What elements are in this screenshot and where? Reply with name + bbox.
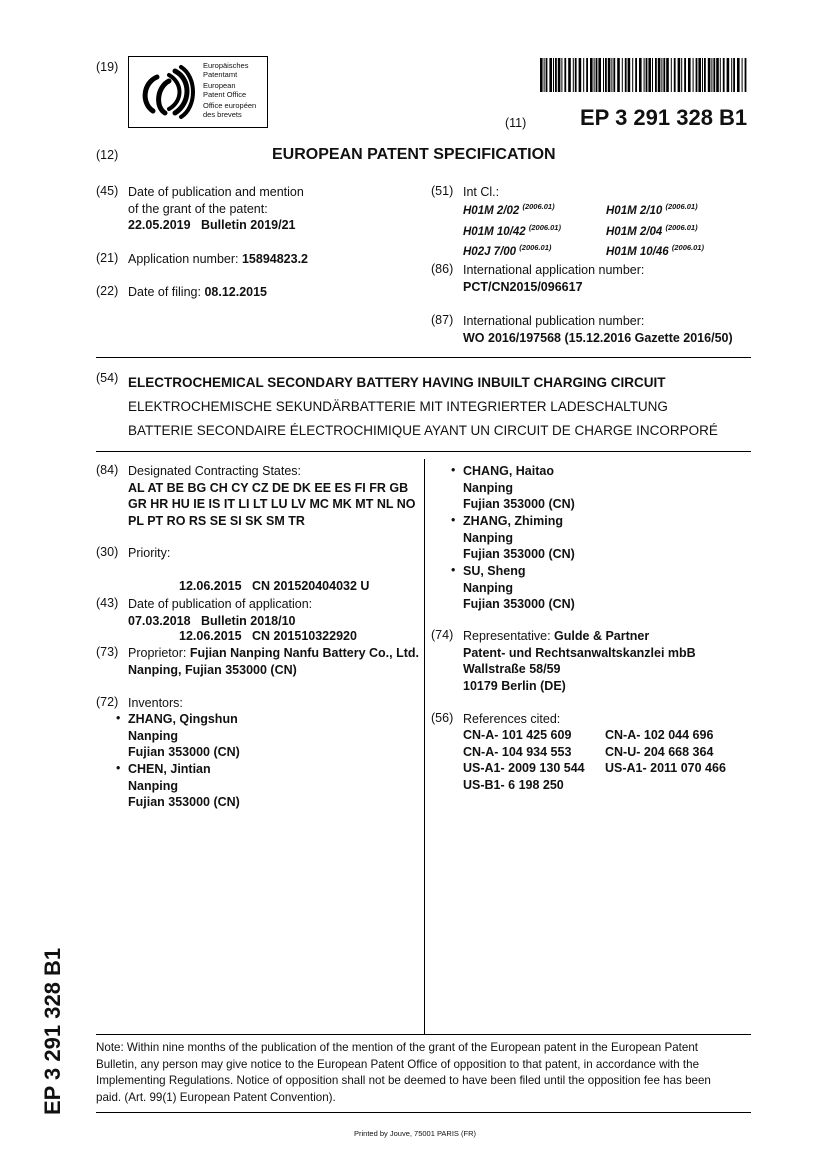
- inid-code-21: (21): [96, 251, 119, 265]
- inid-code-22: (22): [96, 284, 119, 298]
- reference: CN-U- 204 668 364: [605, 744, 714, 759]
- bullet: •: [116, 761, 121, 775]
- office-names: [203, 62, 256, 120]
- barcode-bar: [704, 58, 706, 92]
- barcode-bar: [688, 58, 691, 92]
- barcode-bar: [727, 58, 730, 92]
- grant-label-1: Date of publication and mention: [128, 185, 304, 199]
- document-type: EUROPEAN PATENT SPECIFICATION: [272, 146, 556, 163]
- ipc-class: H02J 7/00: [463, 246, 517, 258]
- bullet: •: [451, 563, 456, 577]
- barcode-bar: [573, 58, 574, 92]
- intl-publication-number: WO 2016/197568 (15.12.2016 Gazette 2016/50): [463, 330, 733, 345]
- barcode-bar: [598, 58, 601, 92]
- bullet: •: [451, 463, 456, 477]
- inventor: [463, 563, 575, 613]
- inid-code-11: (11): [505, 116, 527, 130]
- barcode-bar: [544, 58, 545, 92]
- reference: CN-A- 101 425 609: [463, 728, 572, 742]
- ipc-class: H01M 2/02: [463, 205, 520, 217]
- barcode-bar: [708, 58, 711, 92]
- inventor-name: CHANG, Haitao: [463, 464, 554, 478]
- filing-date: 08.12.2015: [204, 285, 268, 299]
- application-number: 15894823.2: [241, 252, 309, 266]
- barcode-bar: [684, 58, 686, 92]
- barcode-bar: [635, 58, 637, 92]
- inventor-name: CHEN, Jintian: [128, 762, 211, 776]
- ipc-version: (2006.01): [528, 222, 561, 232]
- barcode-bar: [696, 58, 698, 92]
- inid-code-74: (74): [431, 628, 454, 642]
- barcode-bar: [586, 58, 588, 92]
- inid-code-51: (51): [431, 184, 454, 198]
- priority-entry: 12.06.2015 CN 201520404032 U: [179, 579, 370, 593]
- filing-date-label: Date of filing:: [128, 285, 201, 299]
- ipc-version: (2006.01): [671, 243, 704, 252]
- intl-publication-field: [463, 313, 733, 346]
- application-number-label: Application number:: [128, 252, 239, 266]
- intl-publication-label: International publication number:: [463, 314, 645, 328]
- barcode-bar: [713, 58, 715, 92]
- barcode-bar: [583, 58, 584, 92]
- representative-street: Wallstraße 58/59: [463, 662, 561, 676]
- barcode-bar: [546, 58, 548, 92]
- inventor-address: Fujian 353000 (CN): [128, 795, 240, 809]
- representative-field: [463, 628, 696, 694]
- ipc-version: (2006.01): [522, 202, 555, 211]
- bullet: •: [116, 711, 121, 725]
- designated-states-line: PL PT RO RS SE SI SK SM TR: [128, 513, 305, 528]
- int-cl-label: Int Cl.:: [463, 185, 500, 199]
- proprietor-name: Fujian Nanping Nanfu Battery Co., Ltd.: [189, 646, 420, 660]
- inventor-name: SU, Sheng: [463, 564, 526, 578]
- barcode-bar: [745, 58, 747, 92]
- inventor-city: Nanping: [463, 480, 513, 495]
- printer-footer: Printed by Jouve, 75001 PARIS (FR): [354, 1129, 476, 1138]
- barcode-bar: [549, 58, 552, 92]
- int-cl-classes-col2: [606, 199, 704, 261]
- representative-label: Representative:: [463, 629, 551, 643]
- ipc-class: H01M 10/46: [606, 246, 669, 258]
- barcode-bar: [639, 58, 642, 92]
- inid-code-72: (72): [96, 695, 119, 709]
- priority-entry: 12.06.2015 CN 201510322920: [179, 628, 357, 643]
- barcode-bar: [622, 58, 623, 92]
- epo-emblem-icon: [135, 63, 195, 121]
- title-en: ELECTROCHEMICAL SECONDARY BATTERY HAVING INBUILT CHARGING CIRCUIT: [128, 375, 666, 390]
- priority-label: Priority:: [128, 546, 171, 560]
- barcode-bar: [594, 58, 595, 92]
- title-block: [128, 371, 718, 443]
- office-name-fr-2: des brevets: [203, 109, 242, 119]
- representative-city: 10179 Berlin (DE): [463, 678, 566, 693]
- ipc-version: (2006.01): [665, 202, 698, 211]
- barcode-bar: [632, 58, 633, 92]
- divider: [96, 1034, 751, 1035]
- reference: US-A1- 2011 070 466: [605, 761, 726, 775]
- barcode-bar: [658, 58, 661, 92]
- office-name-de-1: Europäisches: [203, 61, 249, 70]
- barcode-bar: [733, 58, 735, 92]
- column-divider: [424, 459, 425, 1034]
- divider: [96, 1112, 751, 1113]
- barcode-bar: [742, 58, 743, 92]
- references-label: References cited:: [463, 712, 561, 726]
- application-publication-date: 07.03.2018 Bulletin 2018/10: [128, 613, 296, 628]
- barcode-bar: [608, 58, 611, 92]
- ipc-version: (2006.01): [519, 243, 552, 252]
- barcode-bar: [590, 58, 593, 92]
- office-name-en-1: European: [203, 81, 236, 91]
- barcode-bar: [555, 58, 557, 92]
- application-publication-field: [128, 596, 312, 629]
- references-col2: [605, 727, 726, 777]
- bullet: •: [451, 513, 456, 527]
- barcode-bar: [693, 58, 694, 92]
- side-publication-number: EP 3 291 328 B1: [40, 947, 65, 1115]
- inventor-name: ZHANG, Zhiming: [463, 514, 563, 528]
- ipc-class: H01M 2/10: [606, 205, 663, 217]
- barcode-bar: [617, 58, 620, 92]
- note-line: paid. (Art. 99(1) European Patent Convention).: [96, 1090, 336, 1104]
- barcode-bar: [663, 58, 665, 92]
- barcode-bar: [723, 58, 725, 92]
- inventor-city: Nanping: [128, 778, 178, 793]
- inventor: [463, 513, 575, 563]
- office-name-de-2: Patentamt: [203, 69, 238, 79]
- barcode-bar: [678, 58, 681, 92]
- proprietor-address: Nanping, Fujian 353000 (CN): [128, 662, 297, 677]
- inid-code-86: (86): [431, 262, 454, 276]
- inventor-city: Nanping: [463, 530, 513, 545]
- inid-code-30: (30): [96, 545, 119, 559]
- inventor-address: Fujian 353000 (CN): [463, 597, 575, 611]
- int-cl-classes: [463, 199, 561, 261]
- proprietor-label: Proprietor:: [128, 646, 187, 660]
- barcode-bar: [628, 58, 631, 92]
- barcode-bar: [711, 58, 712, 92]
- inventor-city: Nanping: [128, 728, 178, 743]
- barcode-bar: [720, 58, 721, 92]
- barcode-bar: [698, 58, 701, 92]
- barcode-bar: [611, 58, 612, 92]
- barcode-bar: [648, 58, 651, 92]
- barcode-bar: [681, 58, 682, 92]
- barcode-bar: [737, 58, 740, 92]
- reference: CN-A- 102 044 696: [605, 728, 714, 742]
- inid-code-56: (56): [431, 711, 454, 725]
- proprietor-field: [128, 645, 419, 678]
- designated-states-line: AL AT BE BG CH CY CZ DE DK EE ES FI FR GB: [128, 480, 409, 495]
- barcode-bar: [716, 58, 719, 92]
- designated-states-line: GR HR HU IE IS IT LI LT LU LV MC MK MT NL NO: [128, 497, 416, 511]
- intl-application-number: PCT/CN2015/096617: [463, 279, 583, 294]
- inventor: [463, 463, 575, 513]
- inventor: [128, 711, 240, 761]
- barcode-bar: [646, 58, 648, 92]
- opposition-note: [96, 1040, 711, 1106]
- barcode-bar: [558, 58, 561, 92]
- barcode: [540, 58, 750, 92]
- barcode-bar: [655, 58, 657, 92]
- divider: [96, 451, 751, 452]
- reference: US-A1- 2009 130 544: [463, 761, 585, 775]
- barcode-bar: [561, 58, 562, 92]
- ipc-version: (2006.01): [665, 222, 698, 232]
- publication-number: EP 3 291 328 B1: [580, 105, 748, 130]
- barcode-bar: [674, 58, 676, 92]
- ipc-class: H01M 2/04: [606, 225, 663, 238]
- inid-code-19: (19): [96, 60, 119, 74]
- barcode-bar: [666, 58, 669, 92]
- office-name-en-2: Patent Office: [203, 89, 247, 99]
- inid-code-73: (73): [96, 645, 119, 659]
- divider: [96, 357, 751, 358]
- barcode-bar: [564, 58, 566, 92]
- title-de: ELEKTROCHEMISCHE SEKUNDÄRBATTERIE MIT INTEGRIERTER LADESCHALTUNG: [128, 399, 668, 414]
- ipc-class: H01M 10/42: [463, 225, 526, 238]
- inventor-address: Fujian 353000 (CN): [128, 745, 240, 759]
- inid-code-45: (45): [96, 184, 119, 198]
- barcode-bar: [603, 58, 604, 92]
- representative-name: Gulde & Partner: [554, 629, 650, 643]
- grant-publication-field: [128, 184, 304, 234]
- application-number-field: [128, 251, 308, 268]
- inid-code-84: (84): [96, 463, 119, 477]
- filing-date-field: [128, 284, 267, 301]
- inid-code-12: (12): [96, 148, 119, 162]
- barcode-bar: [605, 58, 607, 92]
- barcode-bar: [596, 58, 598, 92]
- reference: CN-A- 104 934 553: [463, 744, 572, 759]
- barcode-bar: [579, 58, 582, 92]
- intl-application-field: [463, 262, 644, 295]
- title-fr: BATTERIE SECONDAIRE ÉLECTROCHIMIQUE AYANT UN CIRCUIT DE CHARGE INCORPORÉ: [128, 423, 718, 438]
- inventor-city: Nanping: [463, 580, 513, 595]
- inid-code-54: (54): [96, 371, 119, 385]
- note-line: Implementing Regulations. Notice of opposition shall not be deemed to have been filed until the opposition fee has been: [96, 1074, 711, 1087]
- barcode-bar: [652, 58, 653, 92]
- inid-code-87: (87): [431, 313, 454, 327]
- application-publication-label: Date of publication of application:: [128, 597, 313, 611]
- inventors-label: Inventors:: [128, 696, 183, 710]
- inid-code-43: (43): [96, 596, 119, 610]
- references-col1: [463, 727, 585, 793]
- note-line: Bulletin, any person may give notice to the European Patent Office of opposition to that patent, in accordance with the: [96, 1057, 700, 1071]
- inventor: [128, 761, 240, 811]
- barcode-bar: [568, 58, 571, 92]
- grant-label-2: of the grant of the patent:: [128, 201, 268, 216]
- note-line: Note: Within nine months of the publication of the mention of the grant of the European patent in the European Patent: [96, 1041, 698, 1054]
- inventor-address: Fujian 353000 (CN): [463, 547, 575, 561]
- barcode-bar: [671, 58, 672, 92]
- office-name-fr-1: Office européen: [203, 101, 257, 111]
- intl-application-label: International application number:: [463, 263, 645, 277]
- barcode-bar: [661, 58, 662, 92]
- barcode-bar: [540, 58, 543, 92]
- grant-date: 22.05.2019 Bulletin 2019/21: [128, 218, 296, 232]
- designated-states-field: [128, 463, 415, 529]
- barcode-bar: [731, 58, 732, 92]
- barcode-bar: [702, 58, 703, 92]
- reference: US-B1- 6 198 250: [463, 777, 564, 792]
- barcode-bar: [553, 58, 554, 92]
- barcode-bar: [613, 58, 615, 92]
- epo-logo: [128, 56, 268, 128]
- representative-firm: Patent- und Rechtsanwaltskanzlei mbB: [463, 645, 696, 660]
- barcode-bar: [625, 58, 627, 92]
- designated-states-label: Designated Contracting States:: [128, 464, 302, 478]
- barcode-bar: [644, 58, 645, 92]
- barcode-bar: [575, 58, 577, 92]
- inventor-address: Fujian 353000 (CN): [463, 497, 575, 511]
- inventor-name: ZHANG, Qingshun: [128, 712, 238, 726]
